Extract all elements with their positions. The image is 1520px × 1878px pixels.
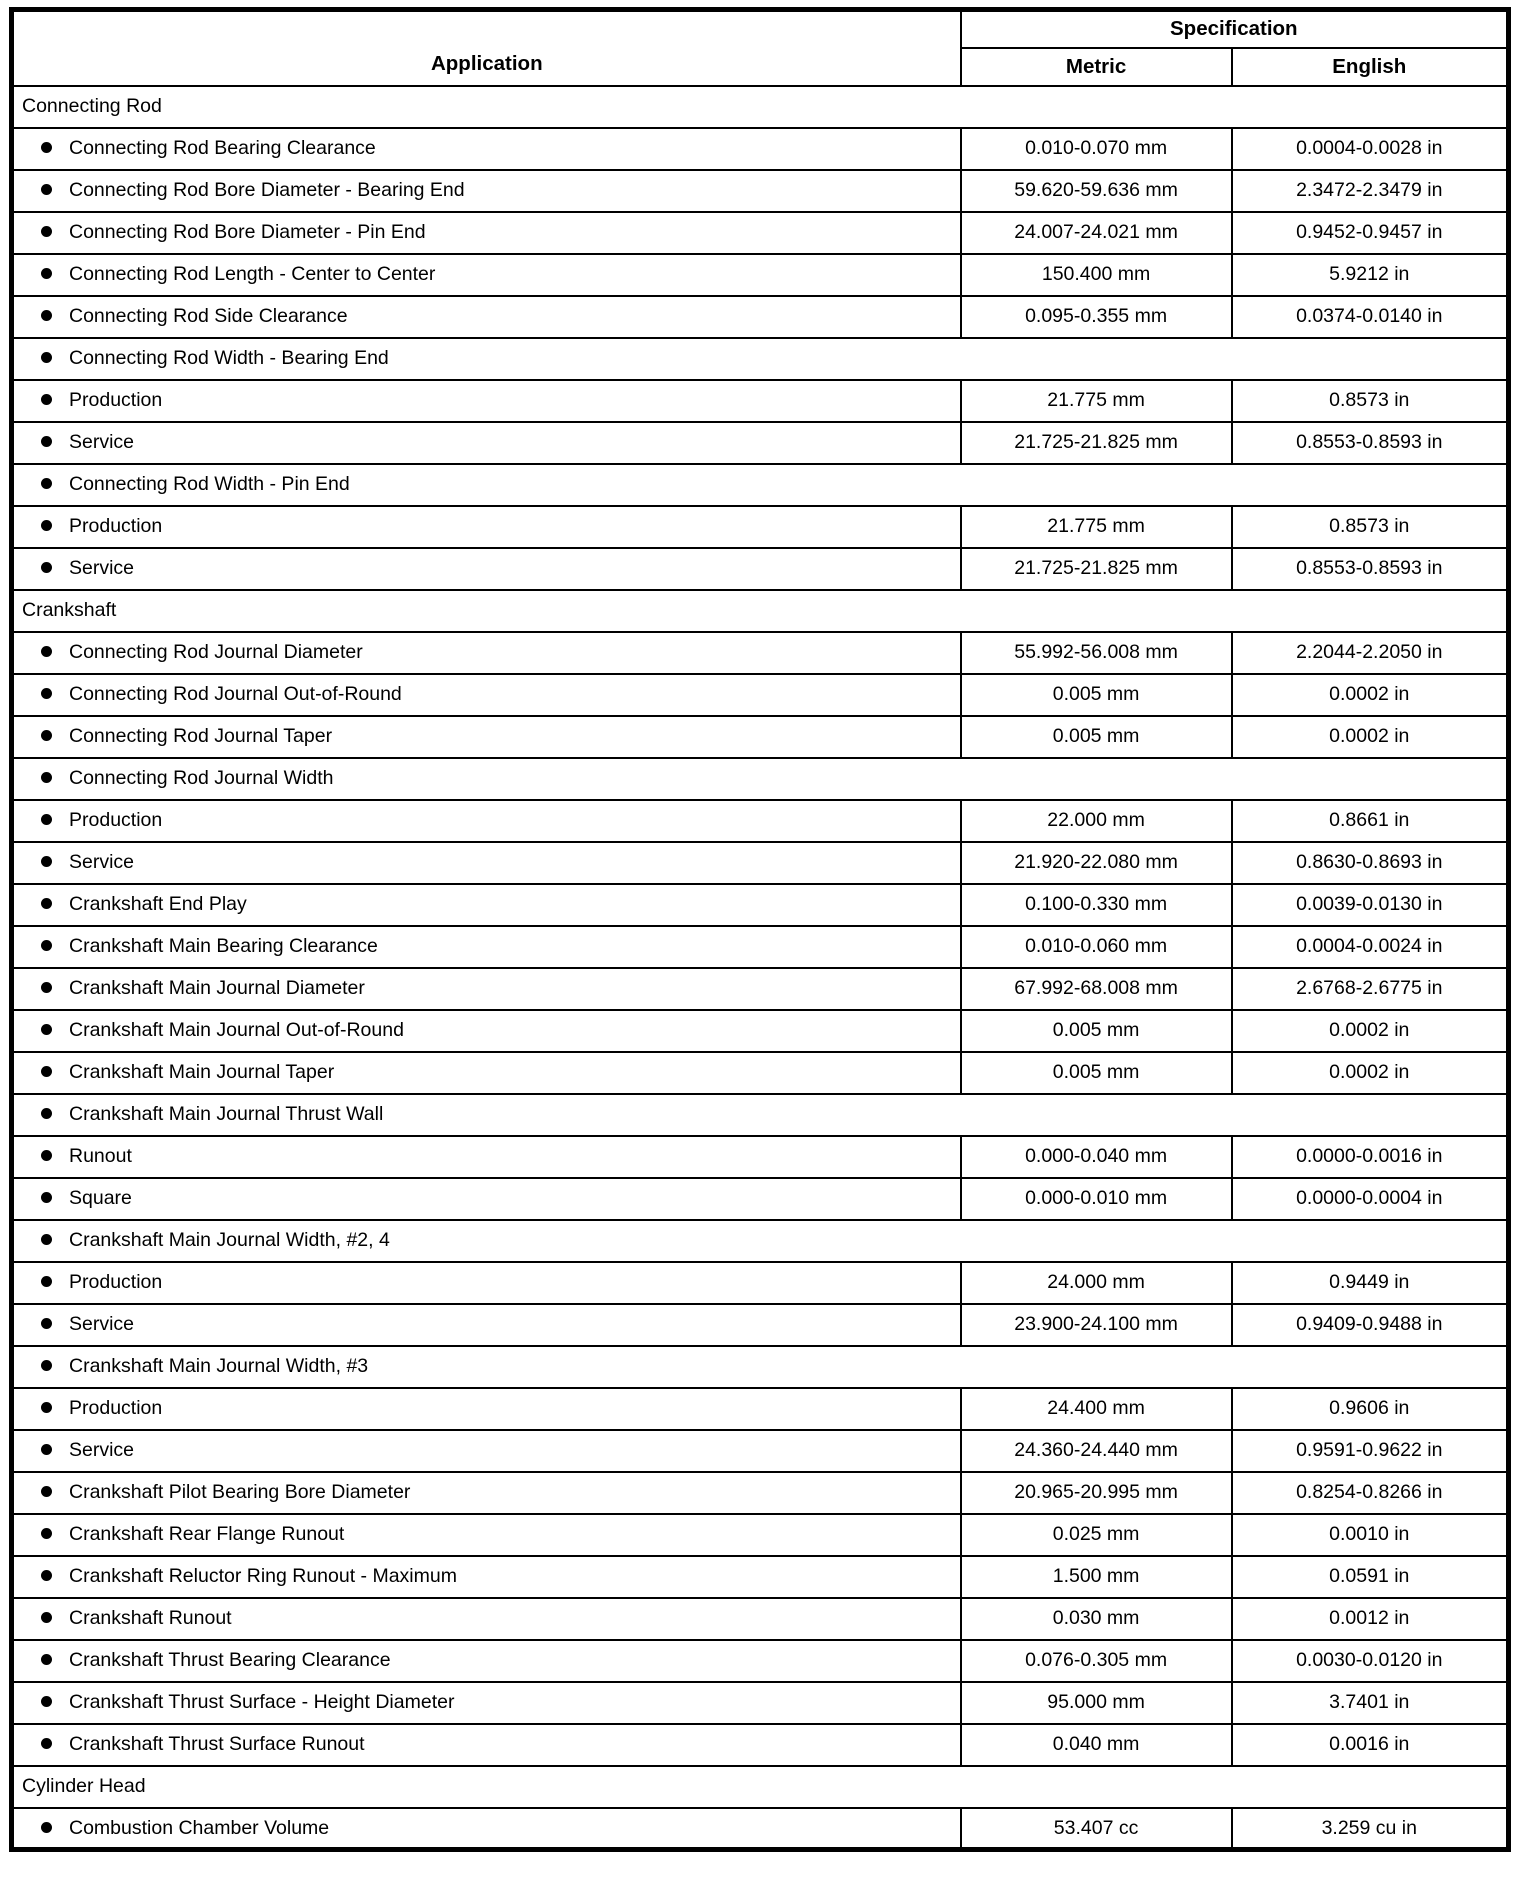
- bullet-icon: [41, 268, 52, 279]
- item-row: [12, 506, 1509, 548]
- bullet-icon: [41, 562, 52, 573]
- label-text: Runout: [69, 1145, 132, 1168]
- bullet-icon: [41, 436, 52, 447]
- item-label-cell: [12, 1430, 961, 1472]
- metric-column-header: Metric: [961, 48, 1232, 86]
- english-value: 0.8553-0.8593 in: [1232, 422, 1509, 464]
- item-label-cell: [12, 842, 961, 884]
- label-text: Crankshaft Runout: [69, 1607, 232, 1630]
- bullet-icon: [41, 1612, 52, 1623]
- spec-table-body: [12, 86, 1509, 1850]
- subheader-row: [12, 758, 1509, 800]
- english-value: 0.9452-0.9457 in: [1232, 212, 1509, 254]
- bullet-icon: [41, 226, 52, 237]
- label-text: Crankshaft Pilot Bearing Bore Diameter: [69, 1481, 411, 1504]
- item-label-cell: [12, 716, 961, 758]
- bullet-icon: [41, 1234, 52, 1245]
- item-row: [12, 1682, 1509, 1724]
- item-row: [12, 254, 1509, 296]
- metric-value: 67.992-68.008 mm: [961, 968, 1232, 1010]
- english-column-header: English: [1232, 48, 1509, 86]
- item-row: [12, 674, 1509, 716]
- item-label-cell: [12, 296, 961, 338]
- english-value: 0.8573 in: [1232, 380, 1509, 422]
- label-text: Connecting Rod Bore Diameter - Pin End: [69, 221, 426, 244]
- item-row: [12, 1556, 1509, 1598]
- item-row: [12, 1598, 1509, 1640]
- label-text: Connecting Rod Length - Center to Center: [69, 263, 436, 286]
- item-label-cell: [12, 1010, 961, 1052]
- item-label-cell: [12, 1724, 961, 1766]
- item-label-cell: [12, 1262, 961, 1304]
- item-label-cell: [12, 1598, 961, 1640]
- metric-value: 24.000 mm: [961, 1262, 1232, 1304]
- item-label-cell: [12, 968, 961, 1010]
- label-text: Connecting Rod Journal Diameter: [69, 641, 363, 664]
- subheader-row: [12, 1346, 1509, 1388]
- item-label-cell: [12, 1556, 961, 1598]
- item-label-cell: [12, 128, 961, 170]
- metric-value: 23.900-24.100 mm: [961, 1304, 1232, 1346]
- item-row: [12, 212, 1509, 254]
- item-label-cell: [12, 212, 961, 254]
- label-text: Production: [69, 1397, 163, 1420]
- english-value: 0.0004-0.0028 in: [1232, 128, 1509, 170]
- label-text: Service: [69, 1313, 135, 1336]
- section-row: [12, 1766, 1509, 1808]
- specification-column-header: Specification: [961, 10, 1509, 48]
- bullet-icon: [41, 1822, 52, 1833]
- item-label-cell: [12, 632, 961, 674]
- english-value: 0.0000-0.0016 in: [1232, 1136, 1509, 1178]
- english-value: 5.9212 in: [1232, 254, 1509, 296]
- bullet-icon: [41, 856, 52, 867]
- subheader-label-cell: [12, 1346, 1509, 1388]
- bullet-icon: [41, 1066, 52, 1077]
- bullet-icon: [41, 1444, 52, 1455]
- label-text: Square: [69, 1187, 132, 1210]
- metric-value: 21.920-22.080 mm: [961, 842, 1232, 884]
- metric-value: 0.100-0.330 mm: [961, 884, 1232, 926]
- english-value: 0.0016 in: [1232, 1724, 1509, 1766]
- metric-value: 0.000-0.040 mm: [961, 1136, 1232, 1178]
- metric-value: 53.407 cc: [961, 1808, 1232, 1850]
- label-text: Connecting Rod Bore Diameter - Bearing End: [69, 179, 465, 202]
- subheader-label-cell: [12, 758, 1509, 800]
- english-value: 0.0374-0.0140 in: [1232, 296, 1509, 338]
- item-row: [12, 380, 1509, 422]
- metric-value: 59.620-59.636 mm: [961, 170, 1232, 212]
- english-value: 0.0010 in: [1232, 1514, 1509, 1556]
- english-value: 0.8573 in: [1232, 506, 1509, 548]
- english-value: 2.2044-2.2050 in: [1232, 632, 1509, 674]
- bullet-icon: [41, 1570, 52, 1581]
- item-label-cell: [12, 380, 961, 422]
- label-text: Crankshaft Main Bearing Clearance: [69, 935, 378, 958]
- item-label-cell: [12, 674, 961, 716]
- label-text: Connecting Rod Width - Bearing End: [69, 347, 389, 370]
- english-value: 2.6768-2.6775 in: [1232, 968, 1509, 1010]
- item-label-cell: [12, 1682, 961, 1724]
- label-text: Crankshaft End Play: [69, 893, 247, 916]
- bullet-icon: [41, 1150, 52, 1161]
- item-label-cell: [12, 1178, 961, 1220]
- item-row: [12, 1808, 1509, 1850]
- english-value: 0.9591-0.9622 in: [1232, 1430, 1509, 1472]
- label-text: Crankshaft Thrust Surface Runout: [69, 1733, 365, 1756]
- bullet-icon: [41, 394, 52, 405]
- bullet-icon: [41, 730, 52, 741]
- bullet-icon: [41, 310, 52, 321]
- label-text: Connecting Rod Width - Pin End: [69, 473, 350, 496]
- section-label: Crankshaft: [12, 590, 1509, 632]
- english-value: 0.0012 in: [1232, 1598, 1509, 1640]
- label-text: Connecting Rod Journal Taper: [69, 725, 333, 748]
- english-value: 0.0000-0.0004 in: [1232, 1178, 1509, 1220]
- english-value: 0.0002 in: [1232, 1052, 1509, 1094]
- subheader-label-cell: [12, 1220, 1509, 1262]
- english-value: 0.9449 in: [1232, 1262, 1509, 1304]
- english-value: 0.8661 in: [1232, 800, 1509, 842]
- item-row: [12, 1472, 1509, 1514]
- item-label-cell: [12, 1136, 961, 1178]
- item-label-cell: [12, 800, 961, 842]
- item-row: [12, 1178, 1509, 1220]
- item-row: [12, 422, 1509, 464]
- item-row: [12, 716, 1509, 758]
- bullet-icon: [41, 898, 52, 909]
- label-text: Production: [69, 809, 163, 832]
- subheader-row: [12, 1220, 1509, 1262]
- metric-value: 1.500 mm: [961, 1556, 1232, 1598]
- english-value: 0.8553-0.8593 in: [1232, 548, 1509, 590]
- label-text: Crankshaft Thrust Bearing Clearance: [69, 1649, 391, 1672]
- label-text: Combustion Chamber Volume: [69, 1816, 330, 1839]
- subheader-label-cell: [12, 338, 1509, 380]
- bullet-icon: [41, 1528, 52, 1539]
- item-label-cell: [12, 1808, 961, 1850]
- item-row: [12, 968, 1509, 1010]
- metric-value: 0.076-0.305 mm: [961, 1640, 1232, 1682]
- bullet-icon: [41, 1402, 52, 1413]
- english-value: 0.0002 in: [1232, 716, 1509, 758]
- bullet-icon: [41, 1276, 52, 1287]
- label-text: Crankshaft Main Journal Out-of-Round: [69, 1019, 404, 1042]
- subheader-row: [12, 1094, 1509, 1136]
- bullet-icon: [41, 184, 52, 195]
- metric-value: 21.775 mm: [961, 380, 1232, 422]
- item-row: [12, 1724, 1509, 1766]
- bullet-icon: [41, 688, 52, 699]
- bullet-icon: [41, 1696, 52, 1707]
- english-value: 0.8630-0.8693 in: [1232, 842, 1509, 884]
- metric-value: 0.040 mm: [961, 1724, 1232, 1766]
- bullet-icon: [41, 1024, 52, 1035]
- header-row-specification: [12, 10, 1509, 48]
- bullet-icon: [41, 646, 52, 657]
- label-text: Production: [69, 389, 163, 412]
- metric-value: 0.005 mm: [961, 1010, 1232, 1052]
- label-text: Crankshaft Main Journal Width, #3: [69, 1355, 369, 1378]
- english-value: 0.0002 in: [1232, 674, 1509, 716]
- item-row: [12, 128, 1509, 170]
- item-label-cell: [12, 1052, 961, 1094]
- metric-value: 0.005 mm: [961, 1052, 1232, 1094]
- metric-value: 150.400 mm: [961, 254, 1232, 296]
- item-row: [12, 1388, 1509, 1430]
- item-row: [12, 548, 1509, 590]
- bullet-icon: [41, 1738, 52, 1749]
- label-text: Service: [69, 431, 135, 454]
- metric-value: 55.992-56.008 mm: [961, 632, 1232, 674]
- label-text: Service: [69, 1439, 135, 1462]
- bullet-icon: [41, 1486, 52, 1497]
- subheader-row: [12, 338, 1509, 380]
- item-row: [12, 1640, 1509, 1682]
- english-value: 0.0004-0.0024 in: [1232, 926, 1509, 968]
- item-row: [12, 1262, 1509, 1304]
- item-row: [12, 800, 1509, 842]
- label-text: Crankshaft Main Journal Width, #2, 4: [69, 1229, 390, 1252]
- label-text: Service: [69, 851, 135, 874]
- label-text: Crankshaft Main Journal Diameter: [69, 977, 365, 1000]
- metric-value: 0.030 mm: [961, 1598, 1232, 1640]
- metric-value: 0.005 mm: [961, 716, 1232, 758]
- label-text: Connecting Rod Journal Out-of-Round: [69, 683, 402, 706]
- subheader-label-cell: [12, 464, 1509, 506]
- metric-value: 0.025 mm: [961, 1514, 1232, 1556]
- item-row: [12, 1304, 1509, 1346]
- metric-value: 0.010-0.060 mm: [961, 926, 1232, 968]
- item-row: [12, 1052, 1509, 1094]
- metric-value: 21.725-21.825 mm: [961, 548, 1232, 590]
- bullet-icon: [41, 1654, 52, 1665]
- item-label-cell: [12, 506, 961, 548]
- english-value: 0.0591 in: [1232, 1556, 1509, 1598]
- english-value: 3.7401 in: [1232, 1682, 1509, 1724]
- label-text: Production: [69, 1271, 163, 1294]
- section-row: [12, 86, 1509, 128]
- item-row: [12, 1514, 1509, 1556]
- subheader-label-cell: [12, 1094, 1509, 1136]
- label-text: Crankshaft Main Journal Taper: [69, 1061, 335, 1084]
- item-label-cell: [12, 422, 961, 464]
- metric-value: 22.000 mm: [961, 800, 1232, 842]
- item-label-cell: [12, 926, 961, 968]
- bullet-icon: [41, 1360, 52, 1371]
- english-value: 0.8254-0.8266 in: [1232, 1472, 1509, 1514]
- item-label-cell: [12, 1514, 961, 1556]
- label-text: Connecting Rod Bearing Clearance: [69, 137, 376, 160]
- bullet-icon: [41, 1108, 52, 1119]
- label-text: Production: [69, 515, 163, 538]
- metric-value: 0.010-0.070 mm: [961, 128, 1232, 170]
- label-text: Crankshaft Rear Flange Runout: [69, 1523, 345, 1546]
- bullet-icon: [41, 814, 52, 825]
- section-row: [12, 590, 1509, 632]
- spec-table-header: [12, 10, 1509, 86]
- metric-value: 20.965-20.995 mm: [961, 1472, 1232, 1514]
- item-label-cell: [12, 1640, 961, 1682]
- metric-value: 0.095-0.355 mm: [961, 296, 1232, 338]
- item-label-cell: [12, 254, 961, 296]
- english-value: 0.9606 in: [1232, 1388, 1509, 1430]
- item-row: [12, 1136, 1509, 1178]
- label-text: Connecting Rod Journal Width: [69, 767, 334, 790]
- bullet-icon: [41, 520, 52, 531]
- subheader-row: [12, 464, 1509, 506]
- metric-value: 21.775 mm: [961, 506, 1232, 548]
- bullet-icon: [41, 352, 52, 363]
- bullet-icon: [41, 478, 52, 489]
- item-label-cell: [12, 1472, 961, 1514]
- bullet-icon: [41, 1192, 52, 1203]
- item-label-cell: [12, 884, 961, 926]
- metric-value: 24.007-24.021 mm: [961, 212, 1232, 254]
- item-label-cell: [12, 548, 961, 590]
- bullet-icon: [41, 982, 52, 993]
- application-column-header: Application: [12, 10, 961, 86]
- bullet-icon: [41, 142, 52, 153]
- metric-value: 24.360-24.440 mm: [961, 1430, 1232, 1472]
- item-row: [12, 926, 1509, 968]
- metric-value: 0.005 mm: [961, 674, 1232, 716]
- item-row: [12, 1430, 1509, 1472]
- item-row: [12, 296, 1509, 338]
- metric-value: 95.000 mm: [961, 1682, 1232, 1724]
- label-text: Connecting Rod Side Clearance: [69, 305, 348, 328]
- item-label-cell: [12, 1388, 961, 1430]
- english-value: 3.259 cu in: [1232, 1808, 1509, 1850]
- item-row: [12, 1010, 1509, 1052]
- english-value: 0.9409-0.9488 in: [1232, 1304, 1509, 1346]
- bullet-icon: [41, 1318, 52, 1329]
- label-text: Crankshaft Main Journal Thrust Wall: [69, 1103, 384, 1126]
- bullet-icon: [41, 940, 52, 951]
- item-row: [12, 632, 1509, 674]
- section-label: Connecting Rod: [12, 86, 1509, 128]
- metric-value: 21.725-21.825 mm: [961, 422, 1232, 464]
- item-row: [12, 170, 1509, 212]
- label-text: Service: [69, 557, 135, 580]
- item-row: [12, 842, 1509, 884]
- label-text: Crankshaft Reluctor Ring Runout - Maximum: [69, 1565, 457, 1588]
- section-label: Cylinder Head: [12, 1766, 1509, 1808]
- item-label-cell: [12, 170, 961, 212]
- english-value: 0.0039-0.0130 in: [1232, 884, 1509, 926]
- item-label-cell: [12, 1304, 961, 1346]
- bullet-icon: [41, 772, 52, 783]
- english-value: 2.3472-2.3479 in: [1232, 170, 1509, 212]
- metric-value: 24.400 mm: [961, 1388, 1232, 1430]
- item-row: [12, 884, 1509, 926]
- english-value: 0.0002 in: [1232, 1010, 1509, 1052]
- spec-table: [9, 7, 1511, 1852]
- label-text: Crankshaft Thrust Surface - Height Diameter: [69, 1691, 455, 1714]
- english-value: 0.0030-0.0120 in: [1232, 1640, 1509, 1682]
- metric-value: 0.000-0.010 mm: [961, 1178, 1232, 1220]
